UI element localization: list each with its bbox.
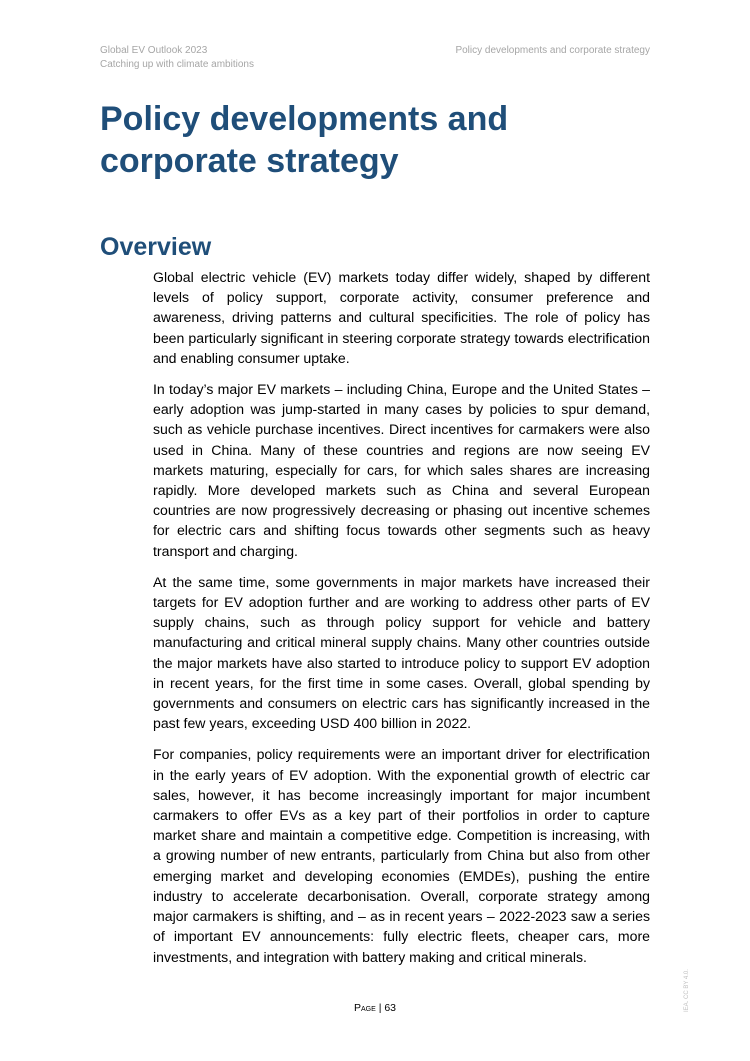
license-note: IEA. CC BY 4.0. <box>684 969 690 1012</box>
running-header-left <box>100 44 254 72</box>
paragraph: At the same time, some governments in major markets have increased their targets for EV adoption further and are working to address other parts of EV supply chains, such as through policy support for vehicle and battery manufacturing and critical mineral supply chains. Many other countries outside the major markets have also started to introduce policy to support EV adoption in recent years, for the first time in some cases. Overall, global spending by governments and consumers on electric cars has significantly increased in the past few years, exceeding USD 400 billion in 2022. <box>153 573 650 732</box>
page-footer <box>0 1002 750 1014</box>
report-title: Global EV Outlook 2023 <box>100 45 208 56</box>
paragraph: In today’s major EV markets – including China, Europe and the United States – early adoption was jump-started in many cases by policies to spur demand, such as vehicle purchase incentives. Direct incentives for carmakers were also used in China. Many of these countries and regions are now seeing EV markets maturing, especially for cars, for which sales shares are increasing rapidly. More developed markets such as China and several European countries are now progressively decreasing or phasing out incentive schemes for electric cars and shifting focus towards other segments such as heavy transport and charging. <box>153 381 650 559</box>
paragraph: For companies, policy requirements were an important driver for electrification in the early years of EV adoption. With the exponential growth of electric car sales, however, it has become increasingly important for major incumbent carmakers to offer EVs as a key part of their portfolios in order to capture market share and maintain a competitive edge. Competition is increasing, with a growing number of new entrants, particularly from China but also from other emerging market and developing economies (EMDEs), pushing the entire industry to accelerate decarbonisation. Overall, corporate strategy among major carmakers is shifting, and – as in recent years – 2022-2023 saw a series of important EV announcements: fully electric fleets, cheaper cars, more investments, and integration with battery making and critical minerals. <box>153 746 650 965</box>
page-label: Page <box>353 1002 376 1014</box>
chapter-title-line-2: corporate strategy <box>100 142 399 180</box>
running-header-right: Policy developments and corporate strategy <box>455 45 650 56</box>
page-number: 63 <box>384 1002 397 1014</box>
report-subtitle: Catching up with climate ambitions <box>100 59 254 70</box>
body-text <box>153 267 650 978</box>
page-separator: | <box>378 1002 382 1014</box>
section-heading: Overview <box>100 233 212 261</box>
chapter-title <box>100 98 660 182</box>
chapter-title-line-1: Policy developments and <box>100 100 509 138</box>
paragraph: Global electric vehicle (EV) markets today differ widely, shaped by different levels of policy support, corporate activity, consumer preference and awareness, driving patterns and cultural specificities. The role of policy has been particularly significant in steering corporate strategy towards electrification and enabling consumer uptake. <box>153 269 650 366</box>
